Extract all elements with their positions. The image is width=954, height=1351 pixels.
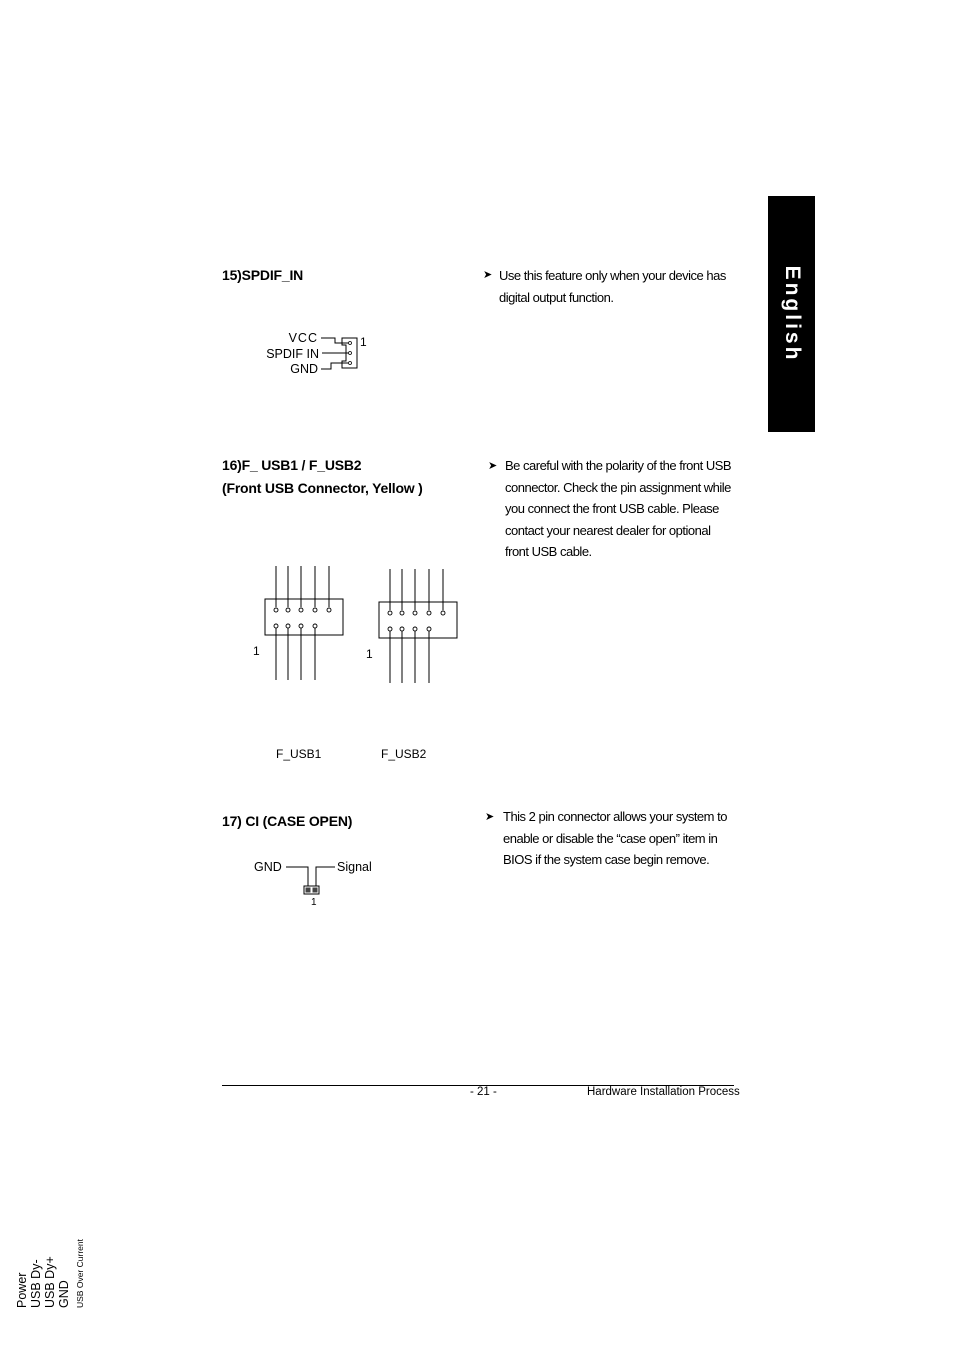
f-usb2-pin-diagram [358, 500, 483, 770]
bullet-arrow-icon: ➤ [483, 269, 493, 281]
bullet-arrow-icon: ➤ [485, 811, 495, 823]
ci-signal-label: Signal [337, 860, 372, 874]
bullet-arrow-icon: ➤ [488, 460, 498, 472]
case-open-pin-diagram [250, 855, 380, 910]
page-number: - 21 - [470, 1086, 497, 1098]
section-16-title: 16)F_ USB1 / F_USB2 [222, 457, 362, 473]
f-usb1-top-dy-minus-label: USB Dy- [29, 1259, 43, 1308]
spdif-vcc-label: VCC [288, 331, 318, 345]
spdif-gnd-label: GND [290, 362, 318, 376]
language-tab-label: English [780, 265, 804, 363]
footer-section-name: Hardware Installation Process [587, 1086, 740, 1098]
f-usb2-pin1-label: 1 [366, 647, 373, 661]
section-15-note: Use this feature only when your device has digital output function. [499, 268, 726, 305]
language-tab [768, 196, 815, 432]
ci-pin1-label: 1 [311, 897, 317, 908]
f-usb1-top-dy-plus-label: USB Dy+ [43, 1256, 57, 1308]
f-usb1-name-label: F_USB1 [276, 747, 322, 761]
f-usb1-top-gnd-label: GND [57, 1280, 71, 1308]
spdif-in-pin-diagram [250, 325, 390, 385]
section-17-note: This 2 pin connector allows your system to enable or disable the “case open” item in BIOS if the system case begin remove. [503, 809, 727, 867]
f-usb1-pin1-label: 1 [253, 644, 260, 658]
section-17-title: 17) CI (CASE OPEN) [222, 813, 353, 829]
section-16-note: Be careful with the polarity of the front USB connector. Check the pin assignment while you connect the front USB cable. Please contact your nearest dealer for optional front USB cable. [505, 458, 732, 559]
section-15-title: 15)SPDIF_IN [222, 267, 304, 283]
f-usb1-top-overcurrent-label: USB Over Current [75, 1239, 85, 1308]
spdif-in-label: SPDIF IN [266, 347, 319, 361]
f-usb1-top-power-label: Power [15, 1272, 29, 1308]
ci-gnd-label: GND [254, 860, 282, 874]
section-16-subtitle: (Front USB Connector, Yellow ) [222, 480, 423, 496]
spdif-pin1-label: 1 [360, 335, 367, 349]
f-usb2-name-label: F_USB2 [381, 747, 427, 761]
